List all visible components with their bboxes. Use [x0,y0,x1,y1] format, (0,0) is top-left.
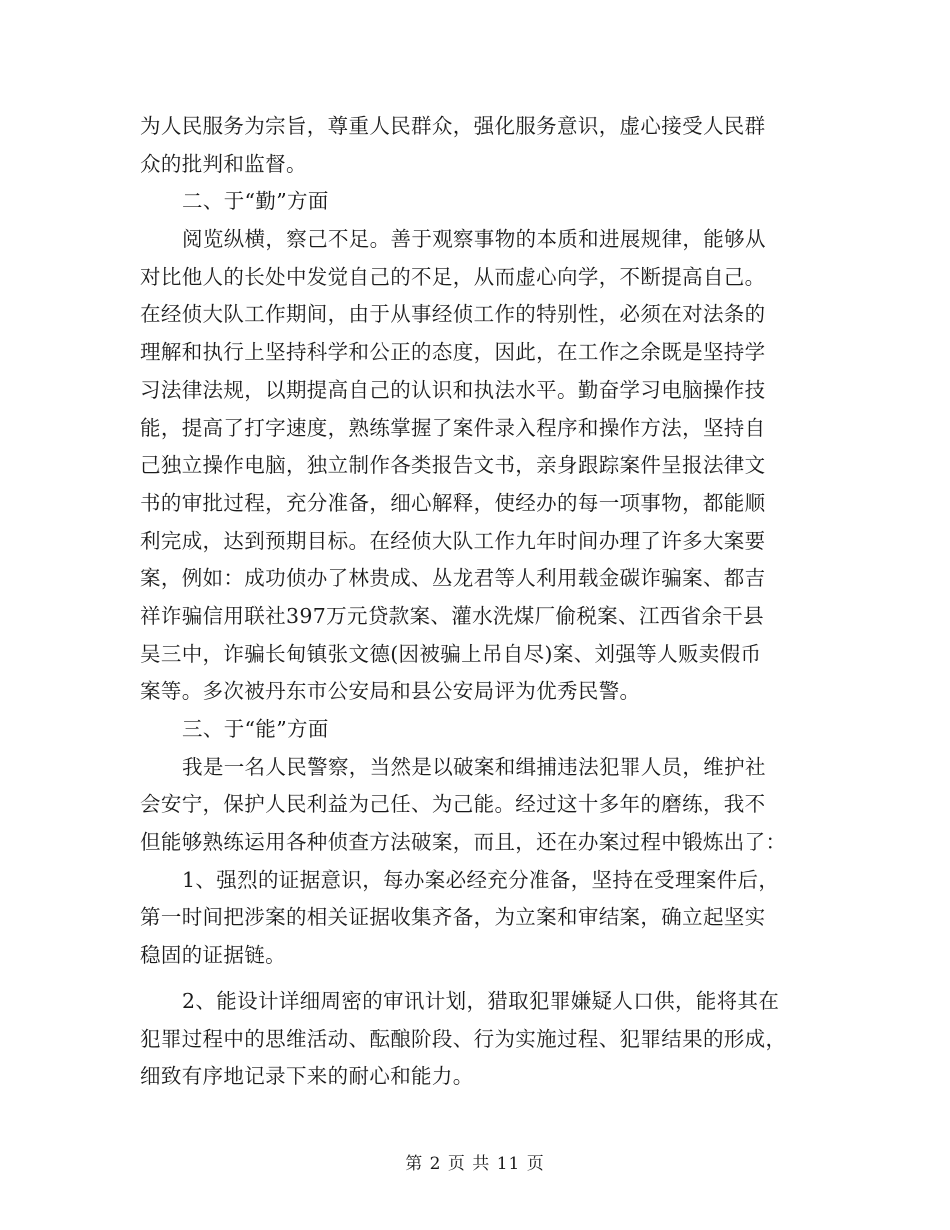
paragraph-gap [140,975,812,983]
text-line: 阅览纵横，察己不足。善于观察事物的本质和进展规律，能够从 [182,227,766,252]
text-line: 犯罪过程中的思维活动、酝酿阶段、行为实施过程、犯罪结果的形成， [140,1026,787,1051]
text-line: 习法律法规，以期提高自己的认识和执法水平。勤奋学习电脑操作技 [140,377,766,402]
text-line: 能，提高了打字速度，熟练掌握了案件录入程序和操作方法，坚持自 [140,415,766,440]
page-number-footer: 第 2 页 共 11 页 [405,1154,545,1174]
text-line: 书的审批过程，充分准备，细心解释，使经办的每一项事物，都能顺 [140,490,766,515]
text-line: 祥诈骗信用联社397万元贷款案、灌水洗煤厂偷税案、江西省余干县 [140,603,764,628]
section-heading-diligence: 二、于“勤”方面 [182,189,329,214]
text-line: 在经侦大队工作期间，由于从事经侦工作的特别性，必须在对法条的 [140,302,766,327]
text-line: 但能够熟练运用各种侦查方法破案，而且，还在办案过程中锻炼出了： [140,830,787,855]
text-line: 理解和执行上坚持科学和公正的态度，因此，在工作之余既是坚持学 [140,340,766,365]
text-line: 我是一名人民警察，当然是以破案和缉捕违法犯罪人员，维护社 [182,754,766,779]
text-line: 吴三中，诈骗长甸镇张文德(因被骗上吊自尽)案、刘强等人贩卖假币 [140,641,762,666]
text-line: 众的批判和监督。 [140,151,307,176]
text-line: 第一时间把涉案的相关证据收集齐备，为立案和审结案，确立起坚实 [140,905,766,930]
list-item-1: 1、强烈的证据意识，每办案必经充分准备，坚持在受理案件后， [182,867,780,892]
text-line: 稳固的证据链。 [140,943,286,968]
text-line: 案等。多次被丹东市公安局和县公安局评为优秀民警。 [140,679,641,704]
text-line: 利完成，达到预期目标。在经侦大队工作九年时间办理了许多大案要 [140,528,766,553]
list-item-2: 2、能设计详细周密的审讯计划，猎取犯罪嫌疑人口供，能将其在 [182,988,780,1013]
document-body [140,108,812,1096]
text-line: 会安宁，保护人民利益为己任、为己能。经过这十多年的磨练，我不 [140,792,766,817]
section-heading-ability: 三、于“能”方面 [182,717,329,741]
text-line: 对比他人的长处中发觉自己的不足，从而虚心向学，不断提高自己。 [140,264,766,289]
text-line: 为人民服务为宗旨，尊重人民群众，强化服务意识，虚心接受人民群 [140,114,766,138]
text-line: 细致有序地记录下来的耐心和能力。 [140,1064,474,1089]
text-line: 己独立操作电脑，独立制作各类报告文书，亲身跟踪案件呈报法律文 [140,453,766,478]
text-line: 案，例如：成功侦办了林贵成、丛龙君等人利用载金碳诈骗案、都吉 [140,566,766,591]
